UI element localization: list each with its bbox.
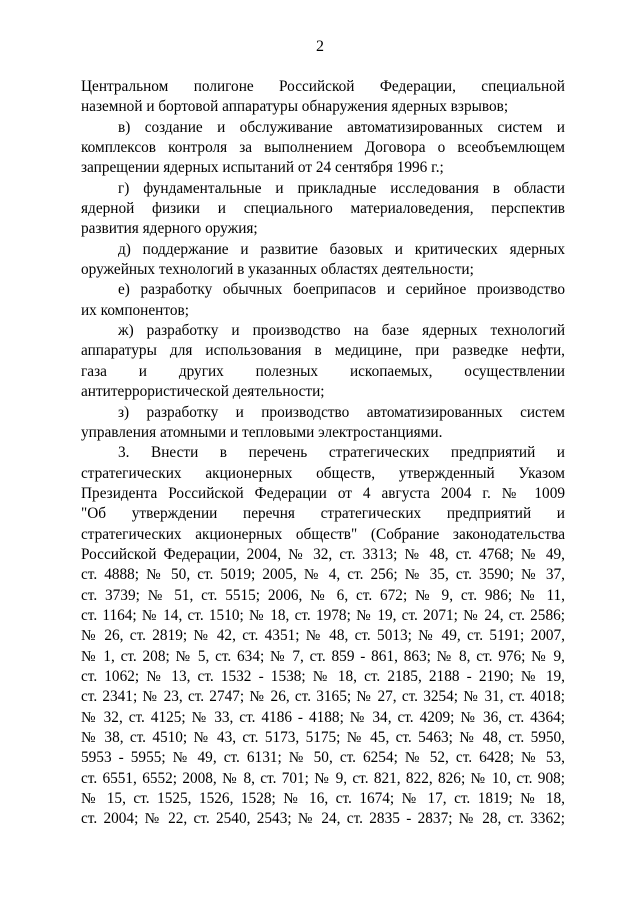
text-line: их компонентов; (81, 301, 189, 319)
text-line: № 15, ст. 1525, 1526, 1528; № 16, ст. 1674; № 17, ст. 1819; № 18, (81, 790, 565, 808)
text-line: развития ядерного оружия; (81, 220, 258, 238)
page-number: 2 (316, 38, 324, 55)
text-line: Центральном полигоне Российской Федерации, специальной (81, 78, 565, 95)
text-line: Президента Российской Федерации от 4 августа 2004 г. № 1009 (81, 484, 565, 502)
text-line: стратегических акционерных обществ, утвержденный Указом (81, 464, 565, 482)
text-line: д) поддержание и развитие базовых и критических ядерных (118, 240, 565, 258)
text-line: 5953 - 5955; № 49, ст. 6131; № 50, ст. 6254; № 52, ст. 6428; № 53, (81, 749, 565, 767)
text-line: "Об утверждении перечня стратегических предприятий и (81, 505, 565, 523)
text-line: № 38, ст. 4510; № 43, ст. 5173, 5175; № 45, ст. 5463; № 48, ст. 5950, (81, 729, 565, 746)
text-line: з) разработку и производство автоматизированных систем (118, 403, 565, 421)
text-line: в) создание и обслуживание автоматизированных систем и (118, 118, 565, 136)
text-line: комплексов контроля за выполнением Договора о всеобъемлющем (81, 139, 565, 157)
text-line: ст. 2341; № 23, ст. 2747; № 26, ст. 3165; № 27, ст. 3254; № 31, ст. 4018; (81, 688, 565, 706)
text-line: № 1, ст. 208; № 5, ст. 634; № 7, ст. 859 - 861, 863; № 8, ст. 976; № 9, (81, 647, 565, 665)
text-line: г) фундаментальные и прикладные исследования в области (118, 179, 565, 197)
text-line: стратегических акционерных обществ" (Собрание законодательства (81, 525, 565, 543)
text-line: е) разработку обычных боеприпасов и серийное производство (118, 281, 565, 299)
text-line: Российской Федерации, 2004, № 32, ст. 3313; № 48, ст. 4768; № 49, (81, 545, 565, 563)
text-line: газа и других полезных ископаемых, осуществлении (81, 362, 565, 380)
text-line: аппаратуры для использования в медицине, при разведке нефти, (81, 342, 565, 360)
text-line: ядерной физики и специального материаловедения, перспектив (81, 200, 565, 218)
text-line: ст. 1164; № 14, ст. 1510; № 18, ст. 1978; № 19, ст. 2071; № 24, ст. 2586; (81, 606, 565, 624)
text-line: ст. 6551, 6552; 2008, № 8, ст. 701; № 9, ст. 821, 822, 826; № 10, ст. 908; (81, 769, 565, 787)
text-line: ж) разработку и производство на базе ядерных технологий (118, 322, 565, 340)
text-line: ст. 3739; № 51, ст. 5515; 2006, № 6, ст. 672; № 9, ст. 986; № 11, (81, 586, 565, 604)
document-body (81, 77, 565, 830)
text-line: антитеррористической деятельности; (81, 383, 325, 401)
text-line: ст. 1062; № 13, ст. 1532 - 1538; № 18, ст. 2185, 2188 - 2190; № 19, (81, 667, 565, 685)
text-line: ст. 2004; № 22, ст. 2540, 2543; № 24, ст. 2835 - 2837; № 28, ст. 3362; (81, 810, 565, 828)
text-line: наземной и бортовой аппаратуры обнаружения ядерных взрывов; (81, 98, 509, 116)
text-line: оружейных технологий в указанных областях деятельности; (81, 261, 474, 279)
text-line: ст. 4888; № 50, ст. 5019; 2005, № 4, ст. 256; № 35, ст. 3590; № 37, (81, 566, 565, 584)
text-line: 3. Внести в перечень стратегических предприятий и (118, 444, 565, 462)
text-line: управления атомными и тепловыми электростанциями. (81, 423, 443, 441)
text-line: № 32, ст. 4125; № 33, ст. 4186 - 4188; № 34, ст. 4209; № 36, ст. 4364; (81, 708, 565, 726)
text-line: № 26, ст. 2819; № 42, ст. 4351; № 48, ст. 5013; № 49, ст. 5191; 2007, (81, 627, 565, 645)
text-line: запрещении ядерных испытаний от 24 сентября 1996 г.; (81, 159, 444, 177)
